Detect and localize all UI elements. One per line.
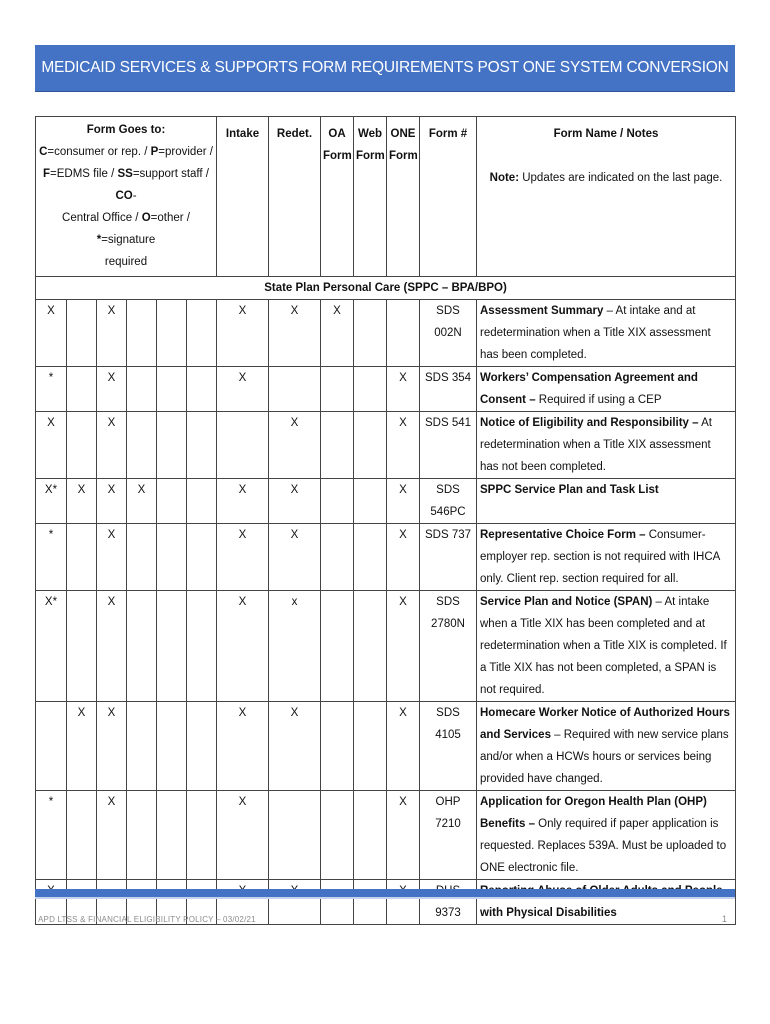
footer-divider [35,889,735,897]
cell-web-form [354,300,387,367]
cell-consumer: X [36,412,67,479]
header-table [35,116,736,296]
cell-consumer: * [36,791,67,880]
note-text: Note: Updates are indicated on the last page. [489,172,723,184]
cell-intake: X [217,524,269,591]
table-row [36,702,736,791]
cell-intake: X [217,300,269,367]
forms-table [35,276,736,925]
cell-redet [269,791,321,880]
cell-provider: X [67,479,97,524]
cell-support-staff [127,524,157,591]
oa-form-header: OA Form [321,117,354,296]
form-goes-to-cell [36,117,217,296]
form-name: SPPC Service Plan and Task List [480,484,659,496]
cell-form-name [477,791,736,880]
cell-web-form [354,702,387,791]
cell-form-number: OHP 7210 [420,791,477,880]
web-form-header: Web Form [354,117,387,296]
cell-support-staff: X [127,479,157,524]
cell-form-name [477,702,736,791]
cell-redet: X [269,479,321,524]
cell-intake: X [217,367,269,412]
cell-provider [67,412,97,479]
cell-other [187,479,217,524]
cell-support-staff [127,367,157,412]
cell-other [187,300,217,367]
table-row [36,591,736,702]
form-name-header: Form Name / Notes Note: Updates are indicated on the last page. [477,117,736,296]
cell-one-form [387,300,420,367]
cell-support-staff [127,791,157,880]
cell-intake: X [217,791,269,880]
cell-intake [217,412,269,479]
cell-other [187,791,217,880]
cell-provider [67,300,97,367]
form-note: Consumer-employer rep. section is not required with IHCA only. Client rep. section required for all. [480,529,720,585]
cell-web-form [354,591,387,702]
cell-one-form: X [387,591,420,702]
table-row [36,367,736,412]
form-number-header: Form # [420,117,477,296]
cell-intake: X [217,479,269,524]
form-name: Workers’ Compensation Agreement and Consent – [480,372,698,406]
form-name: Homecare Worker Notice of Authorized Hours and Services [480,707,730,741]
page-title: MEDICAID SERVICES & SUPPORTS FORM REQUIREMENTS POST ONE SYSTEM CONVERSION [41,59,729,76]
cell-web-form [354,367,387,412]
cell-other [187,412,217,479]
cell-consumer: X [36,300,67,367]
cell-intake: X [217,702,269,791]
cell-other [187,367,217,412]
table-row [36,300,736,367]
cell-one-form: X [387,524,420,591]
footer-policy-text: APD LTSS & FINANCIAL ELIGIBILITY POLICY – 03/02/21 [38,915,256,924]
form-name: Service Plan and Notice (SPAN) [480,596,653,608]
cell-oa-form [321,367,354,412]
cell-central-office [157,791,187,880]
cell-oa-form [321,524,354,591]
intake-header: Intake [217,117,269,296]
cell-file: X [97,791,127,880]
cell-file: X [97,524,127,591]
form-name: with Physical Disabilities [480,907,617,919]
form-name: Assessment Summary [480,305,604,317]
legend-line-4: required [104,256,148,268]
cell-form-name [477,880,736,925]
cell-one-form: X [387,479,420,524]
one-form-header: ONE Form [387,117,420,296]
form-note: Required if using a CEP [535,394,662,406]
cell-oa-form [321,479,354,524]
cell-form-name [477,479,736,524]
form-note: – At intake and at redetermination when a Title XIX assessment has been completed. [480,305,711,361]
cell-oa-form [321,880,354,925]
cell-central-office [157,591,187,702]
cell-form-number: SDS 002N [420,300,477,367]
cell-oa-form: X [321,300,354,367]
cell-one-form: X [387,412,420,479]
cell-central-office [157,524,187,591]
cell-form-name [477,367,736,412]
cell-web-form [354,412,387,479]
table-row [36,412,736,479]
cell-consumer: * [36,367,67,412]
cell-form-name [477,591,736,702]
cell-support-staff [127,591,157,702]
form-goes-to-label: Form Goes to: [86,124,166,136]
cell-redet [269,367,321,412]
table-row [36,791,736,880]
cell-form-number: SDS 2780N [420,591,477,702]
cell-redet: X [269,412,321,479]
form-note: At redetermination when a Title XIX assessment has not been completed. [480,417,712,473]
cell-web-form [354,479,387,524]
legend-line-1: C=consumer or rep. / P=provider / [39,146,213,158]
cell-form-name [477,412,736,479]
table-row [36,479,736,524]
cell-redet: X [269,524,321,591]
redet-header: Redet. [269,117,321,296]
cell-file: X [97,412,127,479]
cell-support-staff [127,300,157,367]
cell-central-office [157,300,187,367]
cell-central-office [157,367,187,412]
cell-form-number: SDS 541 [420,412,477,479]
cell-support-staff [127,412,157,479]
cell-one-form: X [387,702,420,791]
cell-web-form [354,524,387,591]
cell-central-office [157,412,187,479]
cell-form-number: SDS 354 [420,367,477,412]
cell-one-form: X [387,791,420,880]
form-name: Representative Choice Form – [480,529,646,541]
cell-central-office [157,702,187,791]
cell-form-number: SDS 737 [420,524,477,591]
cell-consumer [36,702,67,791]
cell-central-office [157,479,187,524]
cell-form-number: SDS 4105 [420,702,477,791]
cell-one-form: X [387,367,420,412]
cell-file: X [97,300,127,367]
form-note: – Required with new service plans and/or when a HCWs hours or services being provided have changed. [480,729,729,785]
cell-intake: X [217,591,269,702]
table-row [36,524,736,591]
cell-redet: x [269,591,321,702]
page-title-banner [35,45,735,91]
cell-other [187,591,217,702]
footer-divider-shadow [35,897,735,899]
form-note: – At intake when a Title XIX has been completed and at redetermination when a Title XIX is completed. If a Title XIX has not been completed, a SPAN is not required. [480,596,727,696]
section-title: State Plan Personal Care (SPPC – BPA/BPO) [36,277,736,300]
cell-provider [67,367,97,412]
cell-consumer: * [36,524,67,591]
cell-web-form [354,791,387,880]
cell-redet: X [269,702,321,791]
cell-provider [67,591,97,702]
cell-form-number: 9373 [420,880,477,925]
cell-redet: X [269,300,321,367]
cell-oa-form [321,702,354,791]
form-note: Only required if paper application is requested. Replaces 539A. Must be uploaded to ONE electronic file. [480,818,727,874]
cell-form-name [477,524,736,591]
cell-other [187,524,217,591]
form-name: Notice of Eligibility and Responsibility – [480,417,699,429]
legend-line-3: Central Office / O=other / *=signature [62,212,190,246]
cell-form-number: SDS 546PC [420,479,477,524]
cell-provider [67,524,97,591]
legend-line-2: F=EDMS file / SS=support staff / CO- [43,168,209,202]
cell-provider: X [67,702,97,791]
cell-oa-form [321,412,354,479]
cell-support-staff [127,702,157,791]
cell-form-name [477,300,736,367]
cell-oa-form [321,791,354,880]
cell-oa-form [321,591,354,702]
page-number: 1 [722,914,728,924]
cell-file: X [97,702,127,791]
cell-file: X [97,367,127,412]
cell-web-form [354,880,387,925]
cell-one-form [387,880,420,925]
cell-provider [67,791,97,880]
cell-other [187,702,217,791]
cell-redet [269,880,321,925]
cell-consumer: X* [36,591,67,702]
cell-file: X [97,479,127,524]
cell-consumer: X* [36,479,67,524]
form-name: Application for Oregon Health Plan (OHP) Benefits – [480,796,707,830]
cell-file: X [97,591,127,702]
